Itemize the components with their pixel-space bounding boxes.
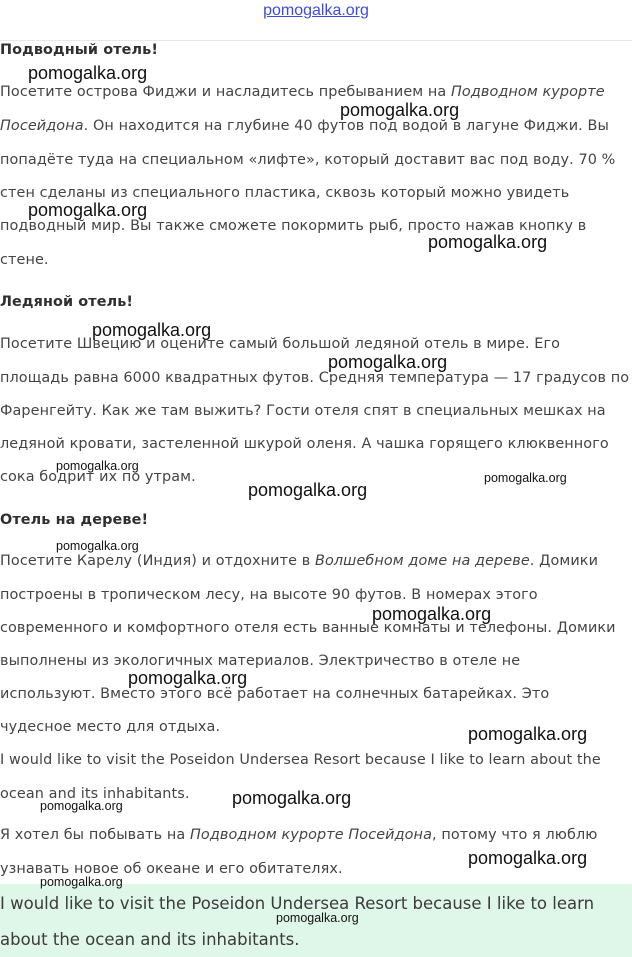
watermark: pomogalka.org <box>428 232 548 252</box>
text-line: подводный мир. Вы также сможете покормить рыб, просто нажав кнопку в <box>0 218 587 234</box>
watermark: pomogalka.org <box>128 668 248 688</box>
watermark: pomogalka.org <box>40 875 123 889</box>
text-line: используют. Вместо этого всё работает на солнечных батарейках. Это <box>0 686 550 702</box>
watermark: pomogalka.org <box>468 724 588 744</box>
watermark: pomogalka.org <box>372 604 492 624</box>
watermark: pomogalka.org <box>340 100 460 120</box>
highlighted-answer-line: I would like to visit the Poseidon Undersea Resort because I like to learn <box>0 894 595 913</box>
watermark: pomogalka.org <box>468 848 588 868</box>
watermark: pomogalka.org <box>248 480 368 500</box>
russian-answer-line: Я хотел бы побывать на Подводном курорте Посейдона, потому что я люблю <box>0 827 598 843</box>
watermark: pomogalka.org <box>92 320 212 340</box>
watermark: pomogalka.org <box>56 459 139 473</box>
text-line: Посетите Карелу (Индия) и отдохните в Волшебном доме на дереве. Домики <box>0 553 599 569</box>
text-line: стен сделаны из специального пластика, сквозь который можно увидеть <box>0 185 570 201</box>
watermark: pomogalka.org <box>28 63 148 83</box>
section-title-underwater: Подводный отель! <box>0 42 159 58</box>
section-title-ice: Ледяной отель! <box>0 294 134 310</box>
text-line: выполнены из экологичных материалов. Электричество в отеле не <box>0 653 521 669</box>
text-line: чудесное место для отдыха. <box>0 719 221 735</box>
watermark: pomogalka.org <box>276 911 359 925</box>
text-line: построены в тропическом лесу, на высоте 90 футов. В номерах этого <box>0 587 538 603</box>
text-line: сока бодрит их по утрам. <box>0 469 196 485</box>
text-line: Посетите Швецию и оцените самый большой ледяной отель в мире. Его <box>0 336 561 352</box>
section-title-tree: Отель на дереве! <box>0 512 149 528</box>
text-line: Посетите острова Фиджи и насладитесь пребыванием на Подводном курорте <box>0 84 605 100</box>
site-header-link[interactable]: pomogalka.org <box>263 2 369 19</box>
text-line: площадь равна 6000 квадратных футов. Средняя температура — 17 градусов по <box>0 370 630 386</box>
watermark: pomogalka.org <box>56 539 139 553</box>
watermark: pomogalka.org <box>328 352 448 372</box>
english-answer-line: I would like to visit the Poseidon Undersea Resort because I like to learn about the <box>0 752 601 768</box>
text-line: попадёте туда на специальном «лифте», который доставит вас под воду. 70 % <box>0 152 616 168</box>
highlighted-answer-line: about the ocean and its inhabitants. <box>0 930 300 949</box>
english-answer-line: ocean and its inhabitants. <box>0 786 190 802</box>
watermark: pomogalka.org <box>232 788 352 808</box>
russian-answer-line: узнавать новое об океане и его обитателях. <box>0 861 343 877</box>
text-line: стене. <box>0 252 49 268</box>
watermark: pomogalka.org <box>28 200 148 220</box>
watermark: pomogalka.org <box>40 799 123 813</box>
watermark: pomogalka.org <box>484 471 567 485</box>
text-line: современного и комфортного отеля есть ванные комнаты и телефоны. Домики <box>0 620 616 636</box>
text-line: Фаренгейту. Как же там выжить? Гости отеля спят в специальных мешках на <box>0 403 606 419</box>
header-divider <box>0 40 632 41</box>
text-line: Посейдона. Он находится на глубине 40 футов под водой в лагуне Фиджи. Вы <box>0 118 609 134</box>
text-line: ледяной кровати, застеленной шкурой оленя. А чашка горящего клюквенного <box>0 436 609 452</box>
